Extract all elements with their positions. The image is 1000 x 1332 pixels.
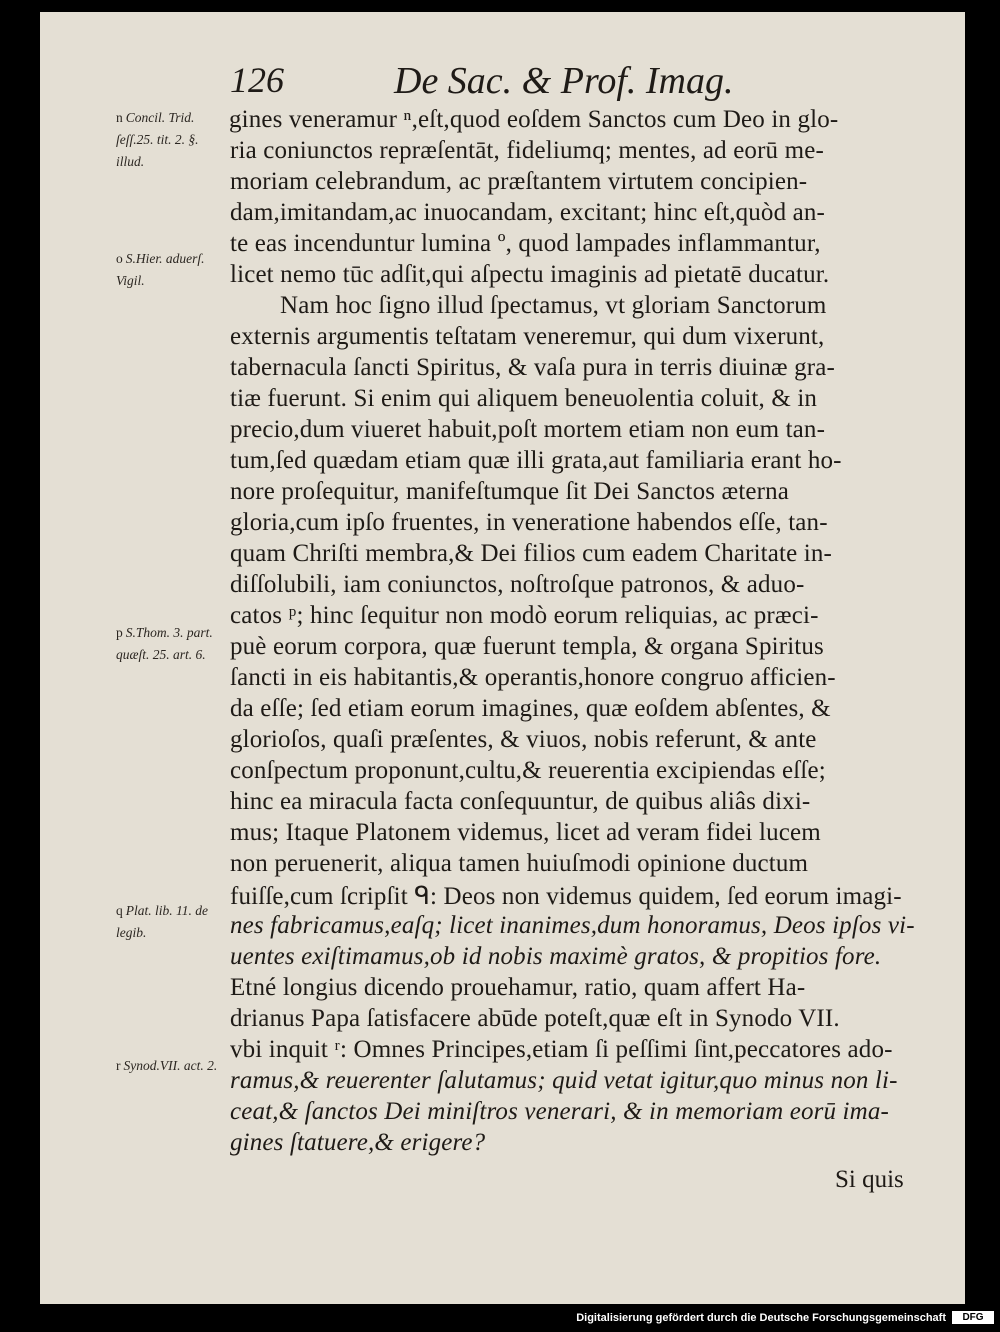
note-mark: o — [116, 251, 123, 266]
text-line: externis argumentis teſtatam veneremur, qui dum vixerunt, — [230, 323, 825, 350]
page-header — [40, 59, 965, 107]
text-line: catos ᵖ; hinc ſequitur non modò eorum reliquias, ac præci- — [230, 602, 819, 629]
text-line: Nam hoc ſigno illud ſpectamus, vt gloriam Sanctorum — [280, 292, 827, 319]
text-line: precio,dum viueret habuit,poſt mortem etiam non eum tan- — [230, 416, 826, 443]
margin-note — [116, 622, 228, 666]
text-line: non peruenerit, aliqua tamen huiuſmodi opinione ductum — [230, 850, 809, 877]
catchword: Si quis — [835, 1166, 904, 1193]
note-mark: q — [116, 903, 123, 918]
text-line: ſancti in eis habitantis,& operantis,honore congruo afficien- — [230, 664, 836, 691]
margin-note — [116, 248, 228, 292]
text-line: tiæ fuerunt. Si enim qui aliquem beneuolentia coluit, & in — [230, 385, 818, 412]
digitization-footer — [0, 1304, 1000, 1332]
text-line: dam,imitandam,ac inuocandam, excitant; hinc eſt,quòd an- — [230, 199, 826, 226]
text-line: Etné longius dicendo prouehamur, ratio, quam affert Ha- — [230, 974, 806, 1001]
text-line: gines veneramur ⁿ,eſt,quod eoſdem Sanctos cum Deo in glo- — [229, 106, 839, 133]
text-line: te eas incenduntur lumina º, quod lampades inflammantur, — [230, 230, 821, 257]
note-text: S.Thom. 3. part. quæſt. 25. art. 6. — [116, 625, 213, 662]
funding-credit: Digitalisierung gefördert durch die Deutsche Forschungsgemeinschaft — [576, 1312, 946, 1324]
text-line: nes fabricamus,eaſq; licet inanimes,dum honoramus, Deos ipſos vi- — [230, 912, 915, 939]
note-text: Concil. Trid. ſeſſ.25. tit. 2. §. illud. — [116, 110, 199, 169]
text-line: drianus Papa ſatisfacere abūde poteſt,quæ eſt in Synodo VII. — [230, 1005, 840, 1032]
margin-note — [116, 900, 228, 944]
text-line: nore proſequitur, manifeſtumque ſit Dei Sanctos æterna — [230, 478, 790, 505]
text-line: ramus,& reuerenter ſalutamus; quid vetat igitur,quo minus non li- — [230, 1067, 898, 1094]
margin-note — [116, 107, 228, 173]
page-number: 126 — [230, 60, 284, 100]
text-line: conſpectum proponunt,cultu,& reuerentia excipiendas eſſe; — [230, 757, 826, 784]
note-text: Synod.VII. act. 2. — [123, 1058, 218, 1073]
text-line: tabernacula ſancti Spiritus, & vaſa pura in terris diuinæ gra- — [230, 354, 835, 381]
text-line: tum,ſed quædam etiam quæ illi grata,aut familiaria erant ho- — [230, 447, 842, 474]
text-line: quam Chriſti membra,& Dei filios cum eadem Charitate in- — [230, 540, 832, 567]
text-line: diſſolubili, iam coniunctos, noſtroſque patronos, & aduo- — [230, 571, 805, 598]
note-text: Plat. lib. 11. de legib. — [116, 903, 208, 940]
note-text: S.Hier. aduerſ. Vigil. — [116, 251, 205, 288]
text-line: hinc ea miracula facta conſequuntur, de quibus aliâs dixi- — [230, 788, 811, 815]
text-line: gloria,cum ipſo fruentes, in veneratione habendos eſſe, tan- — [230, 509, 828, 536]
text-line: ria coniunctos repræſentāt, fideliumq; mentes, ad eorū me- — [230, 137, 824, 164]
note-mark: p — [116, 625, 123, 640]
dfg-logo: DFG — [952, 1311, 994, 1324]
note-mark: r — [116, 1058, 121, 1073]
text-line: moriam celebrandum, ac præſtantem virtutem concipien- — [230, 168, 808, 195]
running-title: De Sac. & Prof. Imag. — [394, 60, 734, 102]
text-line: da eſſe; ſed etiam eorum imagines, quæ eoſdem abſentes, & — [230, 695, 831, 722]
text-line: mus; Itaque Platonem videmus, licet ad veram fidei lucem — [230, 819, 821, 846]
note-mark: n — [116, 110, 123, 125]
text-line: puè eorum corpora, quæ fuerunt templa, & organa Spiritus — [230, 633, 824, 660]
margin-note — [116, 1055, 228, 1077]
text-line: fuiſſe,cum ſcripſit ᑫ: Deos non videmus quidem, ſed eorum imagi- — [230, 883, 902, 910]
text-line: vbi inquit ʳ: Omnes Principes,etiam ſi peſſimi ſint,peccatores ado- — [230, 1036, 893, 1063]
text-line: gines ſtatuere,& erigere? — [230, 1129, 486, 1156]
text-line: licet nemo tūc adſit,qui aſpectu imaginis ad pietatē ducatur. — [230, 261, 830, 288]
text-line: uentes exiſtimamus,ob id nobis maximè gratos, & propitios fore. — [230, 943, 882, 970]
book-page — [40, 12, 965, 1304]
text-line: ceat,& ſanctos Dei miniſtros venerari, & in memoriam eorū ima- — [230, 1098, 889, 1125]
text-line: glorioſos, quaſi præſentes, & viuos, nobis referunt, & ante — [230, 726, 817, 753]
